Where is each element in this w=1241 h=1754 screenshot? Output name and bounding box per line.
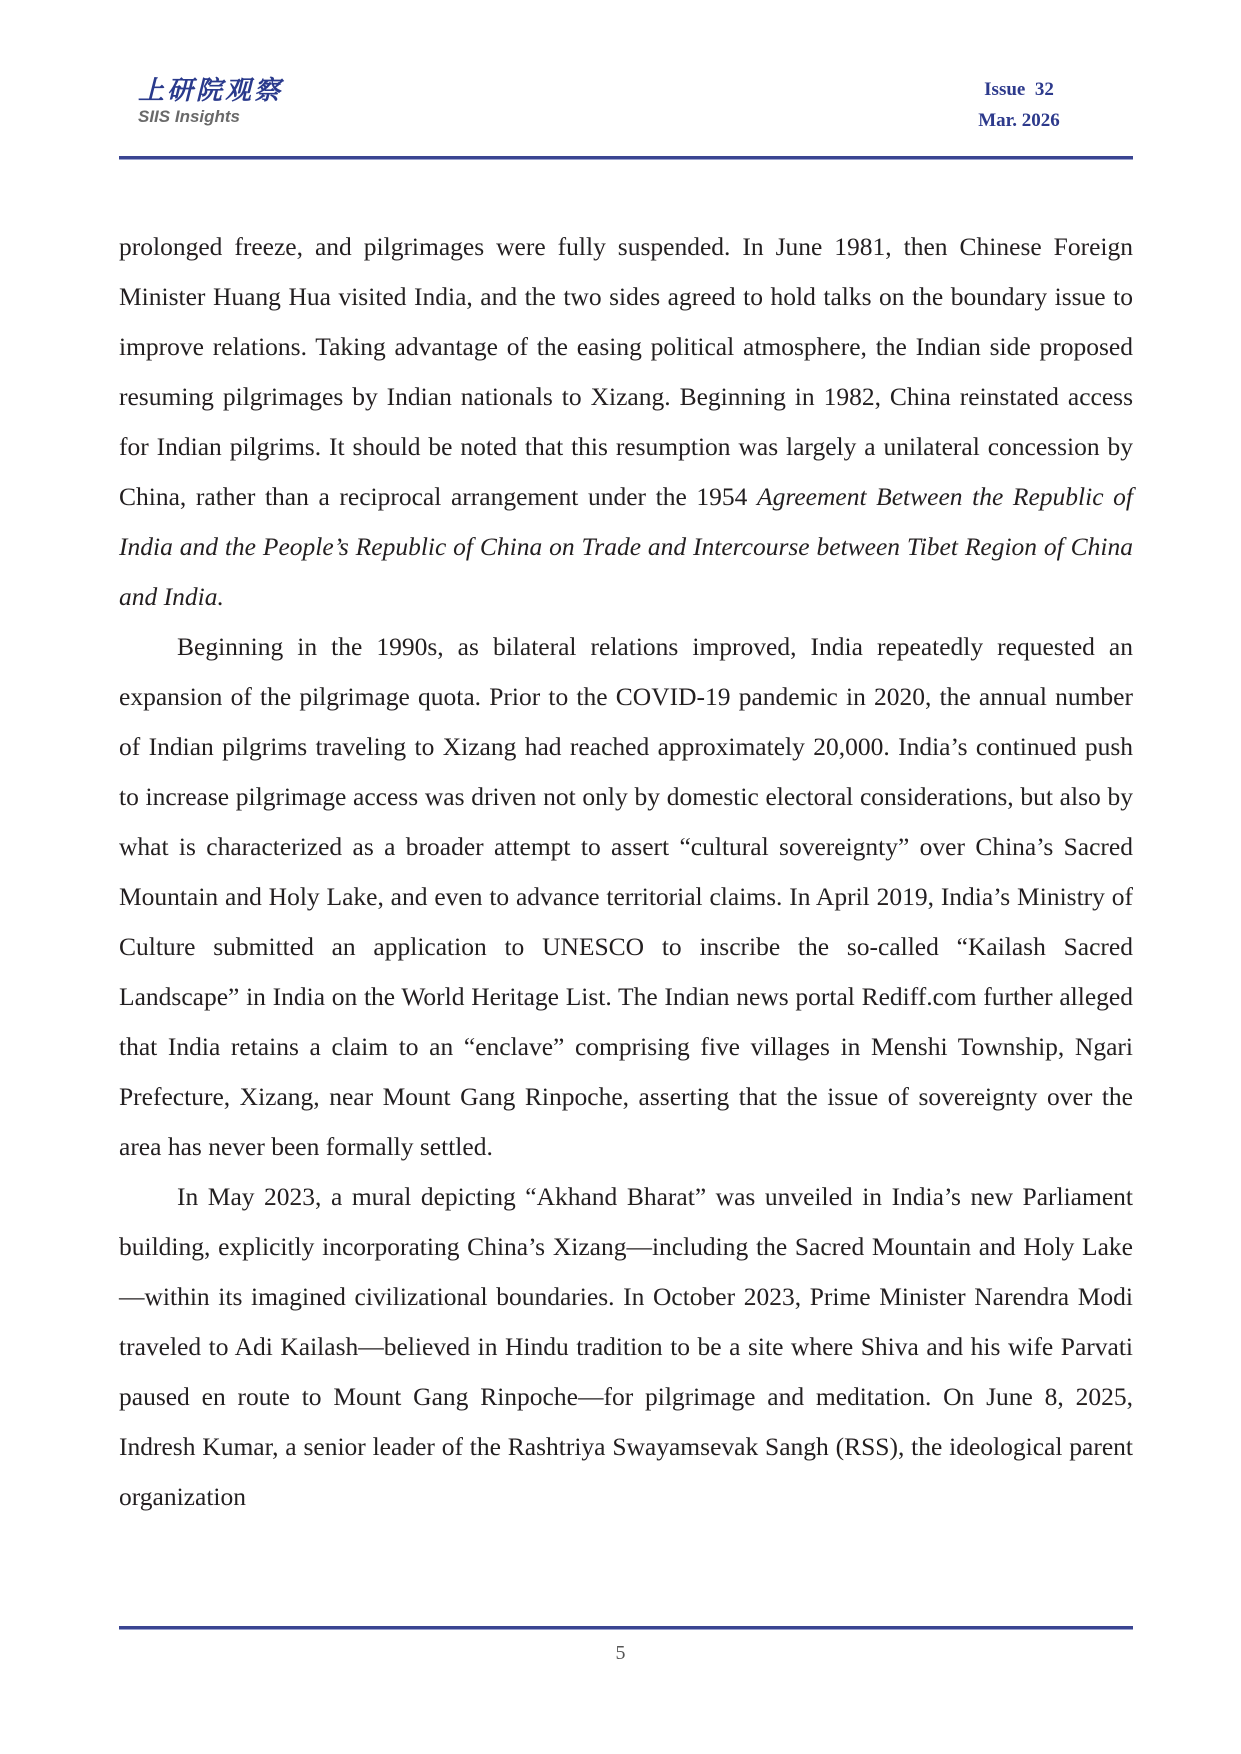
issue-date: Mar. 2026 <box>978 110 1060 131</box>
logo-chinese-title: 上研院观察 <box>138 76 284 106</box>
agreement-title-italic: Agreement Between the Republic of India and the People’s Republic of China on Trade and Intercourse between Tibet Region of China and India. <box>119 482 1133 611</box>
paragraph-2: Beginning in the 1990s, as bilateral relations improved, India repeatedly requested an expansion of the pilgrimage quota. Prior to the COVID-19 pandemic in 2020, the annual number of Indian pilgrims traveling to Xizang had reached approximately 20,000. India’s continued push to increase pilgrimage access was driven not only by domestic electoral considerations, but also by what is characterized as a broader attempt to assert “cultural sovereignty” over China’s Sacred Mountain and Holy Lake, and even to advance territorial claims. In April 2019, India’s Ministry of Culture submitted an application to UNESCO to inscribe the so-called “Kailash Sacred Landscape” in India on the World Heritage List. The Indian news portal Rediff.com further alleged that India retains a claim to an “enclave” comprising five villages in Menshi Township, Ngari Prefecture, Xizang, near Mount Gang Rinpoche, asserting that the issue of sovereignty over the area has never been formally settled. <box>119 632 1133 1161</box>
article-body <box>119 222 1133 1522</box>
page-number: 5 <box>615 1642 626 1664</box>
paragraph-1 <box>119 222 1133 622</box>
paragraph-1-text: prolonged freeze, and pilgrimages were fully suspended. In June 1981, then Chinese Foreign Minister Huang Hua visited India, and the two sides agreed to hold talks on the boundary issue to improve relations. Taking advantage of the easing political atmosphere, the Indian side proposed resuming pilgrimages by Indian nationals to Xizang. Beginning in 1982, China reinstated access for Indian pilgrims. It should be noted that this resumption was largely a unilateral concession by China, rather than a reciprocal arrangement under the 1954 <box>119 232 1133 511</box>
header-divider <box>119 156 1133 160</box>
logo-english-title: SIIS Insights <box>138 107 241 126</box>
issue-info <box>939 74 1099 136</box>
footer-divider <box>119 1626 1133 1630</box>
siis-logo <box>138 76 338 127</box>
paragraph-3: In May 2023, a mural depicting “Akhand Bharat” was unveiled in India’s new Parliament building, explicitly incorporating China’s Xizang—including the Sacred Mountain and Holy Lake—within its imagined civilizational boundaries. In October 2023, Prime Minister Narendra Modi traveled to Adi Kailash—believed in Hindu tradition to be a site where Shiva and his wife Parvati paused en route to Mount Gang Rinpoche—for pilgrimage and meditation. On June 8, 2025, Indresh Kumar, a senior leader of the Rashtriya Swayamsevak Sangh (RSS), the ideological parent organization <box>119 1182 1133 1511</box>
issue-number: Issue 32 <box>984 79 1054 100</box>
